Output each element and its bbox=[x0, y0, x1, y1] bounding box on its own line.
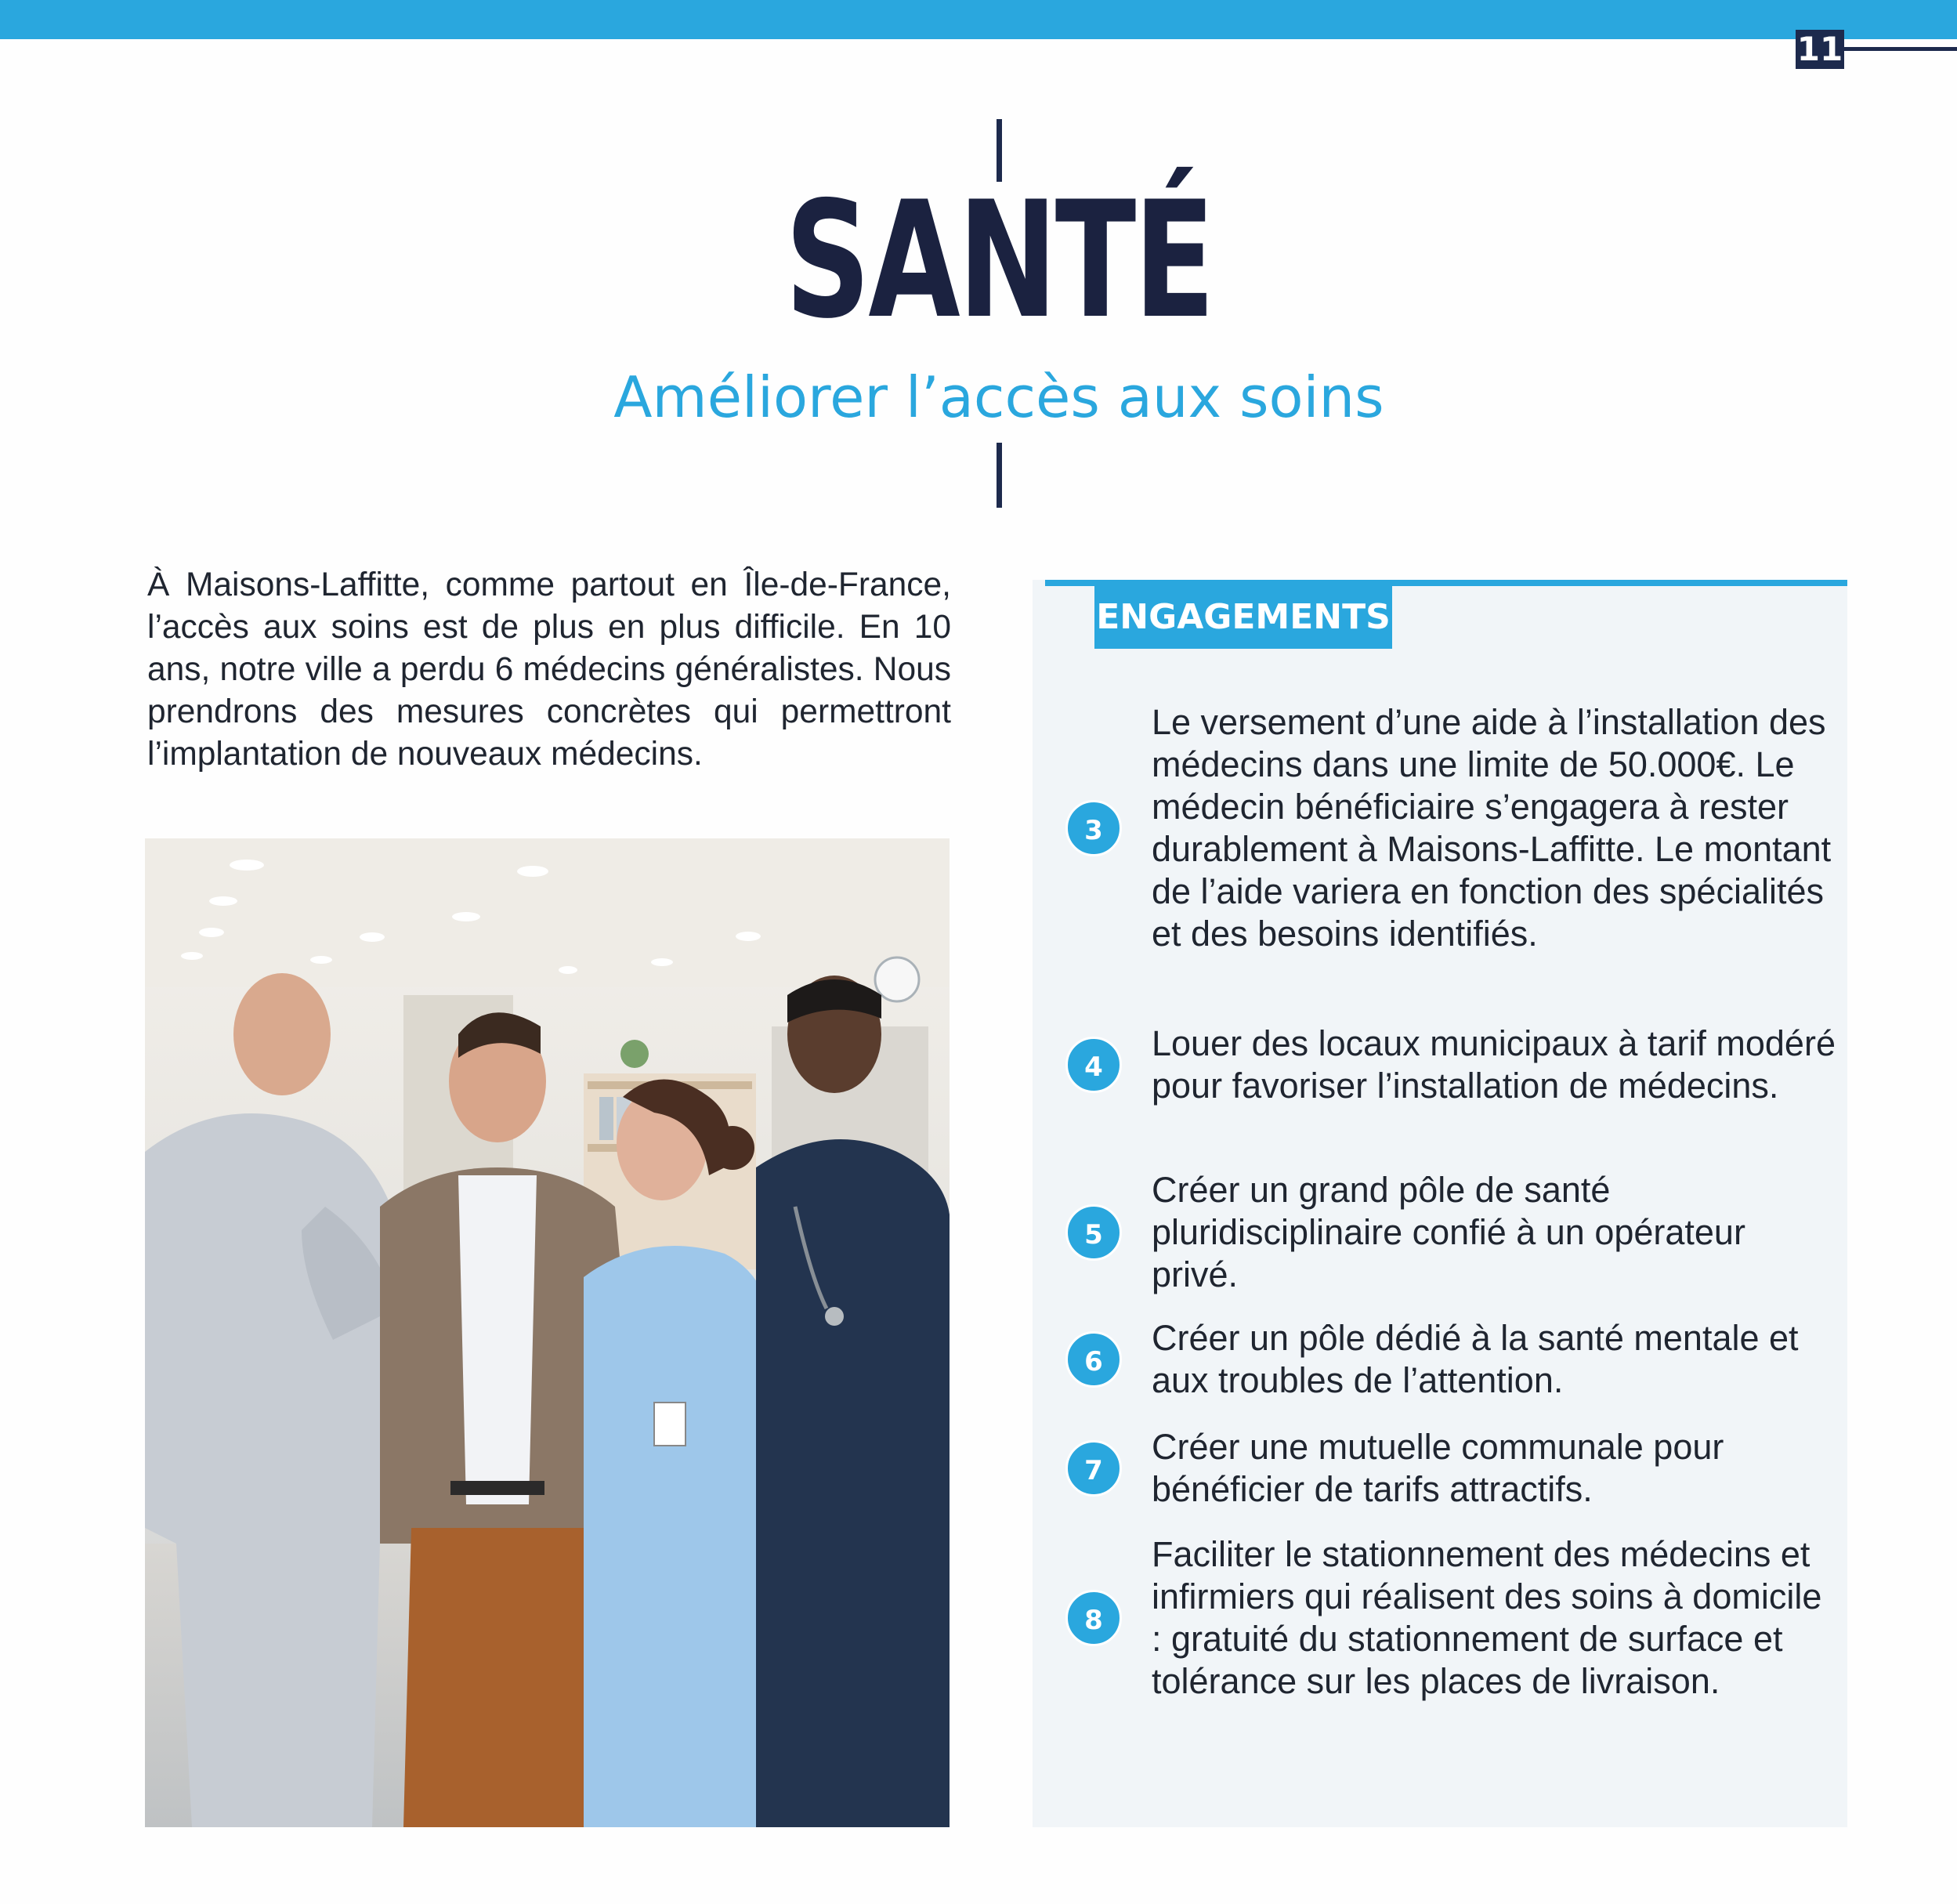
engagement-text: Faciliter le stationnement des médecins et infirmiers qui réalisent des soins à domicile : gratuité du stationnement de surface et tolérance sur les places de livraison. bbox=[1152, 1534, 1822, 1701]
engagements-top-rule bbox=[1045, 580, 1847, 586]
page-number: 11 bbox=[1796, 30, 1843, 68]
engagement-text: Louer des locaux municipaux à tarif modéré pour favoriser l’installation de médecins. bbox=[1152, 1023, 1836, 1106]
engagement-item-3 bbox=[1065, 701, 1837, 955]
engagement-text: Créer un pôle dédié à la santé mentale et aux troubles de l’attention. bbox=[1152, 1318, 1799, 1400]
page-subtitle: Améliorer l’accès aux soins bbox=[613, 364, 1384, 430]
engagements-heading: ENGAGEMENTS bbox=[1094, 586, 1392, 649]
engagement-number-badge: 4 bbox=[1065, 1037, 1122, 1093]
engagement-number-badge: 7 bbox=[1065, 1440, 1122, 1497]
engagement-item-7 bbox=[1065, 1426, 1837, 1511]
engagement-number-badge: 5 bbox=[1065, 1204, 1122, 1261]
title-rule-bottom bbox=[997, 443, 1002, 508]
engagement-text: Créer un grand pôle de santé pluridisciplinaire confié à un opérateur privé. bbox=[1152, 1170, 1745, 1294]
healthcare-team-photo bbox=[145, 838, 950, 1827]
engagement-item-4 bbox=[1065, 1023, 1837, 1107]
engagement-text: Créer une mutuelle communale pour bénéficier de tarifs attractifs. bbox=[1152, 1427, 1724, 1509]
page-title: SANTÉ bbox=[785, 168, 1213, 354]
engagement-text: Le versement d’une aide à l’installation des médecins dans une limite de 50.000€. Le médecin bénéficiaire s’engagera à rester durablement à Maisons-Laffitte. Le montant de l’aide variera en fonction des spécialités et des besoins identifiés. bbox=[1152, 702, 1832, 954]
engagement-number-badge: 3 bbox=[1065, 800, 1122, 856]
engagement-number-badge: 6 bbox=[1065, 1331, 1122, 1388]
engagement-item-5 bbox=[1065, 1169, 1837, 1296]
engagement-number-badge: 8 bbox=[1065, 1590, 1122, 1646]
top-color-band bbox=[0, 0, 1957, 39]
intro-paragraph: À Maisons-Laffitte, comme partout en Île-de-France, l’accès aux soins est de plus en plus difficile. En 10 ans, notre ville a perdu 6 médecins généralistes. Nous prendrons des mesures concrètes qui permettront l’implantation de nouveaux médecins. bbox=[147, 566, 951, 773]
engagement-item-6 bbox=[1065, 1317, 1837, 1402]
engagement-item-8 bbox=[1065, 1533, 1837, 1703]
